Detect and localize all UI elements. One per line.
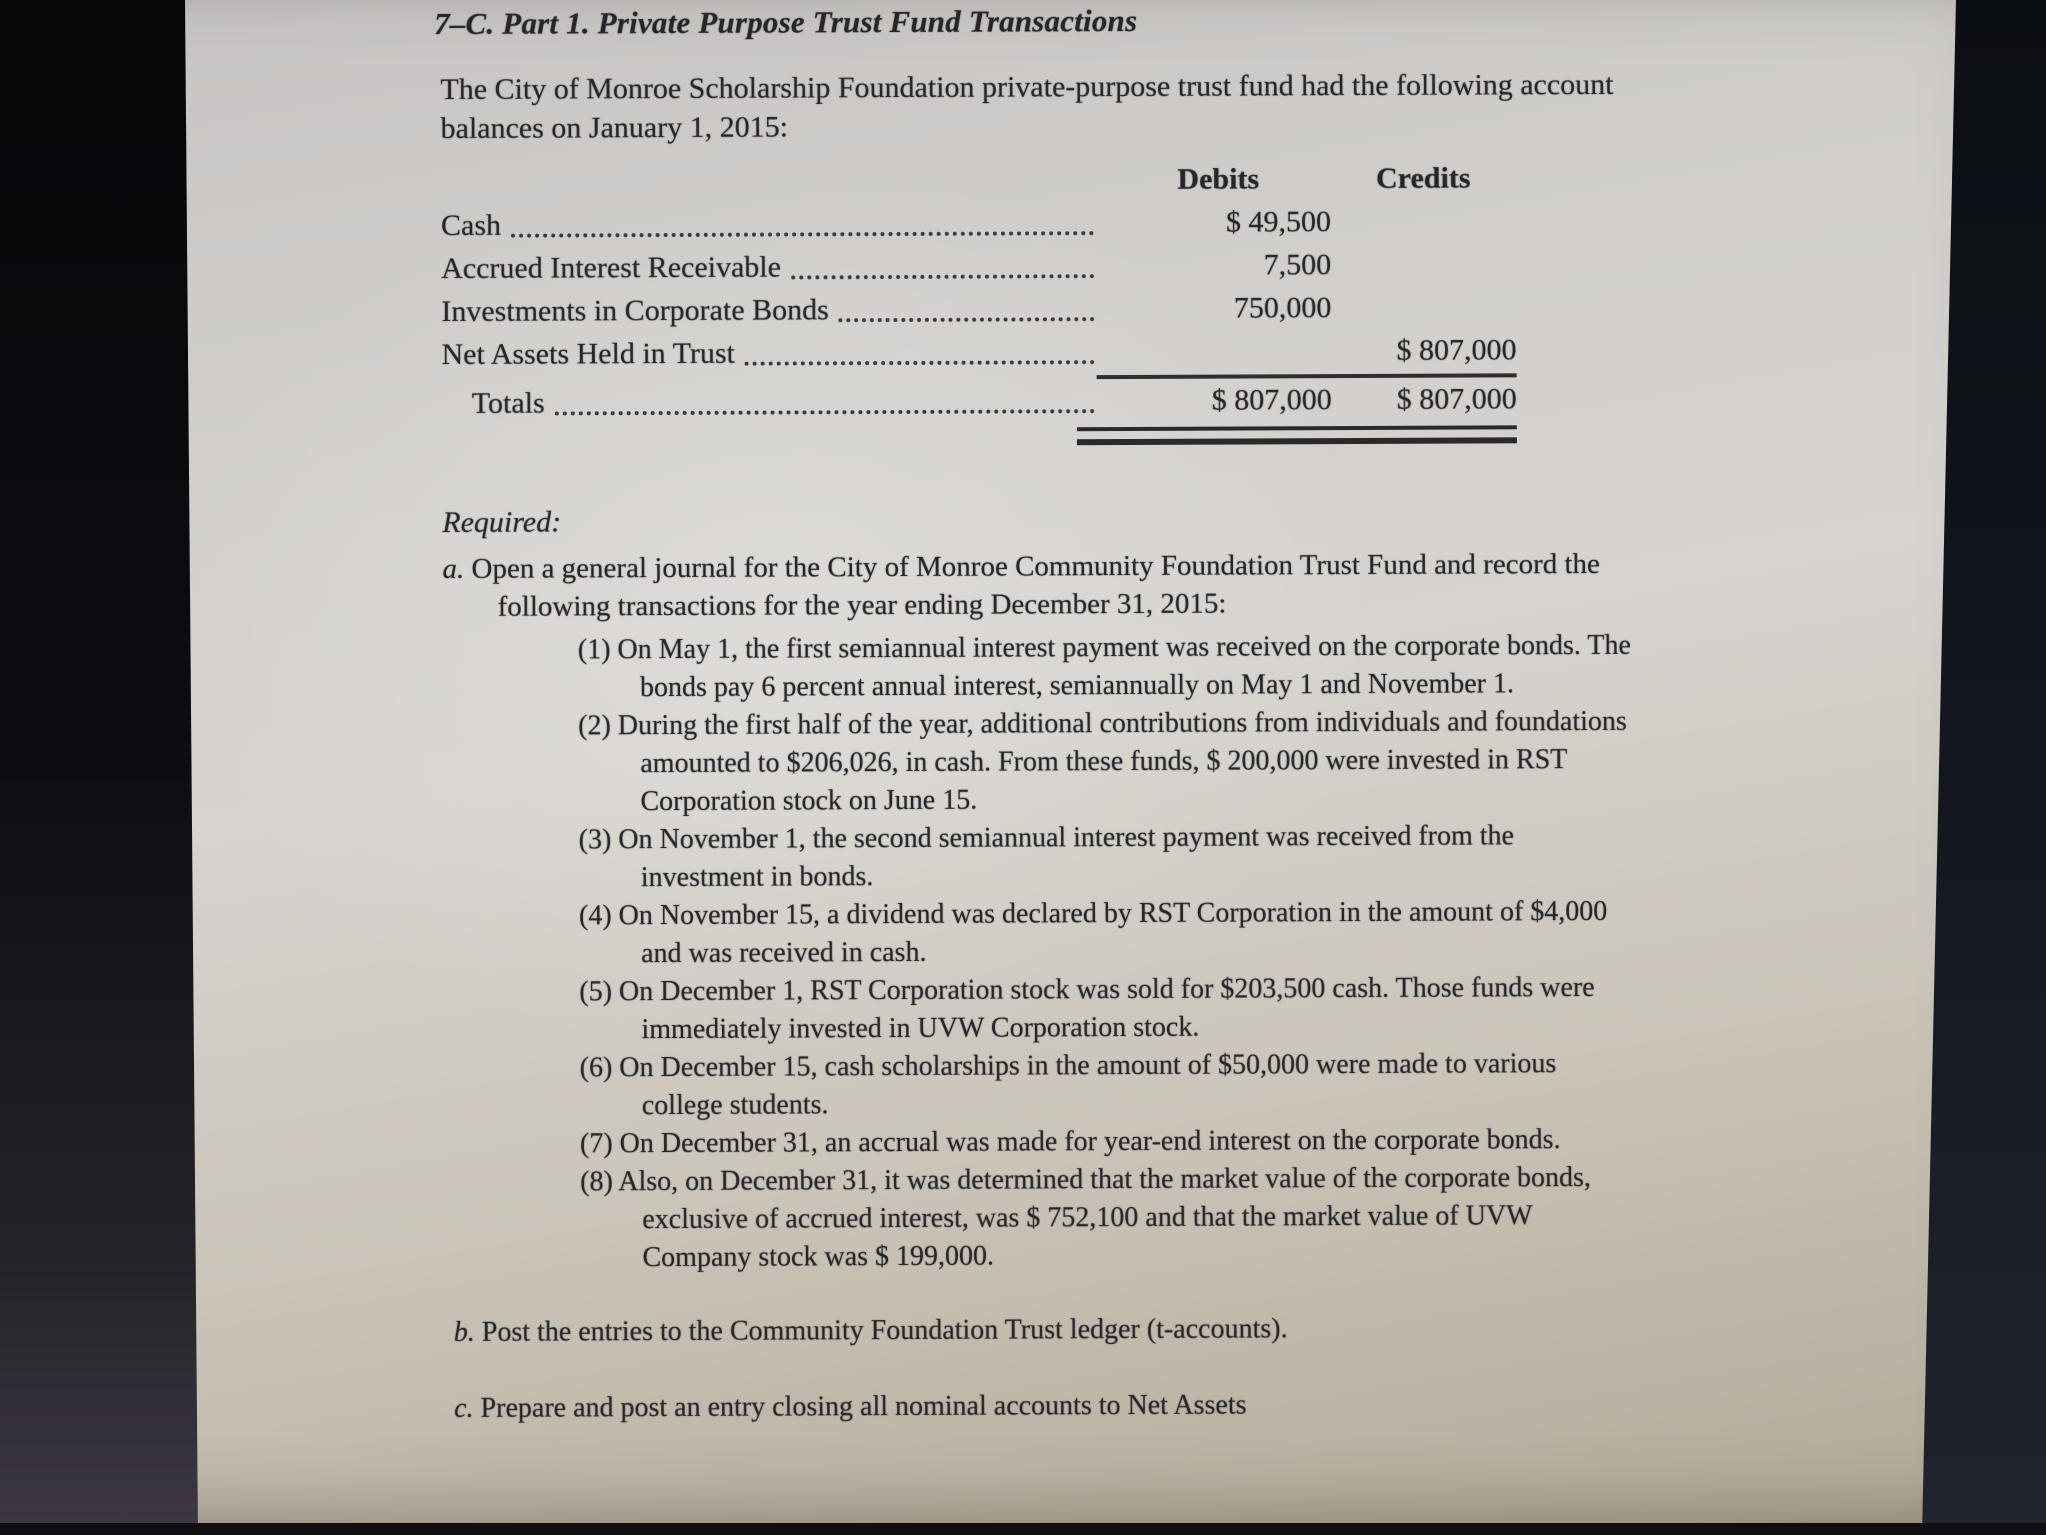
intro-paragraph: The City of Monroe Scholarship Foundation private-purpose trust fund had the following account balances on January 1, 2015: <box>440 67 1614 145</box>
column-header-credits: Credits <box>1375 161 1471 195</box>
account-label: Totals <box>471 386 545 420</box>
transaction-number: (1) <box>577 634 611 666</box>
transaction-text: Also, on December 31, it was determined that the market value of the corporate bonds, exclusive of accrued interest, was $ 752,100 and that the market value of UVW Company stock was $ 199,000. <box>618 1161 1592 1274</box>
transaction-item-6 <box>580 1045 1635 1126</box>
transaction-number: (8) <box>580 1166 613 1198</box>
transaction-number: (2) <box>578 710 611 742</box>
table-row-investments-in-corporate-bonds <box>441 285 1516 333</box>
transaction-item-1 <box>578 627 1633 708</box>
transaction-item-4 <box>579 893 1634 974</box>
dot-leader <box>511 231 1094 238</box>
requirement-b <box>454 1308 1704 1351</box>
required-heading: Required: <box>442 505 562 539</box>
account-label: Net Assets Held in Trust <box>441 336 736 371</box>
account-label: Accrued Interest Receivable <box>441 250 782 285</box>
transaction-number: (6) <box>579 1052 613 1084</box>
transaction-text: On December 1, RST Corporation stock was sold for $203,500 cash. Those funds were immediately invested in UVW Corporation stock. <box>618 971 1595 1046</box>
transaction-text: On December 15, cash scholarships in the amount of $50,000 were made to various college students. <box>619 1048 1557 1122</box>
credit-amount <box>1331 242 1516 286</box>
debit-amount: 7,500 <box>1263 248 1332 282</box>
credit-amount <box>1331 199 1516 243</box>
transaction-number: (7) <box>579 1128 613 1160</box>
debit-amount: $ 49,500 <box>1225 205 1332 239</box>
credit-amount: $ 807,000 <box>1396 382 1517 416</box>
requirement-c-text: Prepare and post an entry closing all nominal accounts to Net Assets <box>480 1389 1247 1424</box>
transaction-item-7 <box>580 1121 1635 1164</box>
transaction-number: (5) <box>579 976 613 1008</box>
balance-table <box>441 157 1517 448</box>
photo-dark-edge-left <box>0 0 200 1535</box>
transaction-item-5 <box>579 969 1634 1050</box>
account-label: Investments in Corporate Bonds <box>441 293 829 328</box>
debit-amount: 750,000 <box>1233 291 1332 325</box>
dot-leader <box>839 317 1095 322</box>
dot-leader <box>745 360 1095 366</box>
transaction-text: On May 1, the first semiannual interest payment was received on the corporate bonds. The bonds pay 6 percent annual interest, semiannually on May 1 and November 1. <box>617 629 1631 704</box>
account-label: Cash <box>440 208 502 242</box>
table-row-net-assets-held-in-trust <box>441 328 1516 376</box>
requirement-a-letter: a. <box>442 552 465 585</box>
header-spacer <box>441 159 1106 204</box>
required-section <box>442 498 1776 1428</box>
dot-leader <box>555 409 1095 415</box>
requirement-a-text: Open a general journal for the City of Monroe Community Foundation Trust Fund and record the following transactions for the year ending December 31, 2015: <box>471 547 1600 623</box>
dot-leader <box>791 274 1094 279</box>
table-row-cash <box>441 199 1516 247</box>
requirement-a <box>442 544 1712 626</box>
requirement-b-text: Post the entries to the Community Foundation Trust ledger (t-accounts). <box>481 1313 1288 1348</box>
table-row-accrued-interest-receivable <box>441 242 1516 290</box>
table-row-totals <box>442 377 1517 425</box>
document-content <box>434 0 1776 1428</box>
totals-double-rule <box>1077 425 1517 445</box>
balance-table-header <box>441 157 1516 204</box>
transaction-item-8 <box>580 1159 1635 1278</box>
page-title: 7–C. Part 1. Private Purpose Trust Fund Transactions <box>434 2 1138 42</box>
debit-amount <box>1106 329 1331 373</box>
transaction-item-2 <box>578 703 1633 822</box>
photo-dark-edge-bottom <box>0 1523 2046 1535</box>
transaction-text: On December 31, an accrual was made for year-end interest on the corporate bonds. <box>619 1124 1561 1160</box>
transaction-text: On November 1, the second semiannual interest payment was received from the investment in bonds. <box>618 820 1515 894</box>
debit-amount: $ 807,000 <box>1211 383 1332 417</box>
credit-amount <box>1331 285 1516 329</box>
requirement-b-letter: b. <box>453 1316 475 1348</box>
transaction-list <box>578 627 1636 1278</box>
column-header-debits: Debits <box>1177 162 1260 196</box>
requirement-c-letter: c. <box>454 1392 474 1424</box>
transaction-number: (3) <box>578 824 612 856</box>
requirement-c <box>454 1384 1704 1427</box>
credit-amount: $ 807,000 <box>1396 333 1517 367</box>
transaction-text: During the first half of the year, additional contributions from individuals and foundations amounted to $206,026, in cash. From these funds, $ 200,000 were invested in RST Corporation stock on June 15. <box>617 705 1627 818</box>
transaction-number: (4) <box>578 900 612 932</box>
transaction-item-3 <box>579 817 1634 898</box>
transaction-text: On November 15, a dividend was declared by RST Corporation in the amount of $4,000 and was received in cash. <box>618 895 1608 970</box>
